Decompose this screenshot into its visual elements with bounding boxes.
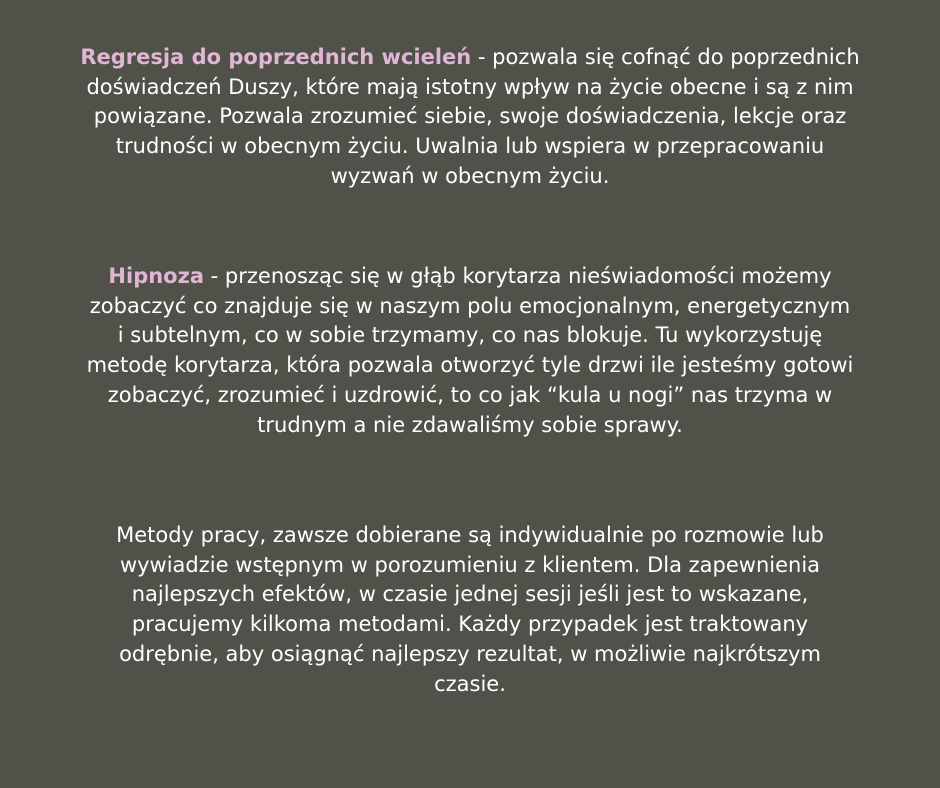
paragraph-hypnosis [0,262,940,440]
paragraph-regression-body: - pozwala się cofnąć do poprzednich doświadczeń Duszy, które mają istotny wpływ na życie obecne i są z nim powiązane. Pozwala zrozumieć siebie, swoje doświadczenia, lekcje oraz trudności w obecnym życiu. Uwalnia lub wspiera w przepracowaniu wyzwań w obecnym życiu. [86,45,860,188]
term-regression: Regresja do poprzednich wcieleń [80,45,472,69]
paragraph-regression [0,43,940,192]
paragraph-methods [0,521,940,699]
paragraph-hypnosis-body: - przenosząc się w głąb korytarza nieświadomości możemy zobaczyć co znajduje się w naszym polu emocjonalnym, energetycznym i subtelnym, co w sobie trzymamy, co nas blokuje. Tu wykorzystuję metodę korytarza, która pozwala otworzyć tyle drzwi ile jesteśmy gotowi zobaczyć, zrozumieć i uzdrowić, to co jak “kula u nogi” nas trzyma w trudnym a nie zdawaliśmy sobie sprawy. [86,264,854,437]
term-hypnosis: Hipnoza [108,264,204,288]
paragraph-methods-body: Metody pracy, zawsze dobierane są indywidualnie po rozmowie lub wywiadzie wstępnym w porozumieniu z klientem. Dla zapewnienia najlepszych efektów, w czasie jednej sesji jeśli jest to wskazane, pracujemy kilkoma metodami. Każdy przypadek jest traktowany odrębnie, aby osiągnąć najlepszy rezultat, w możliwie najkrótszym czasie. [116,523,824,696]
